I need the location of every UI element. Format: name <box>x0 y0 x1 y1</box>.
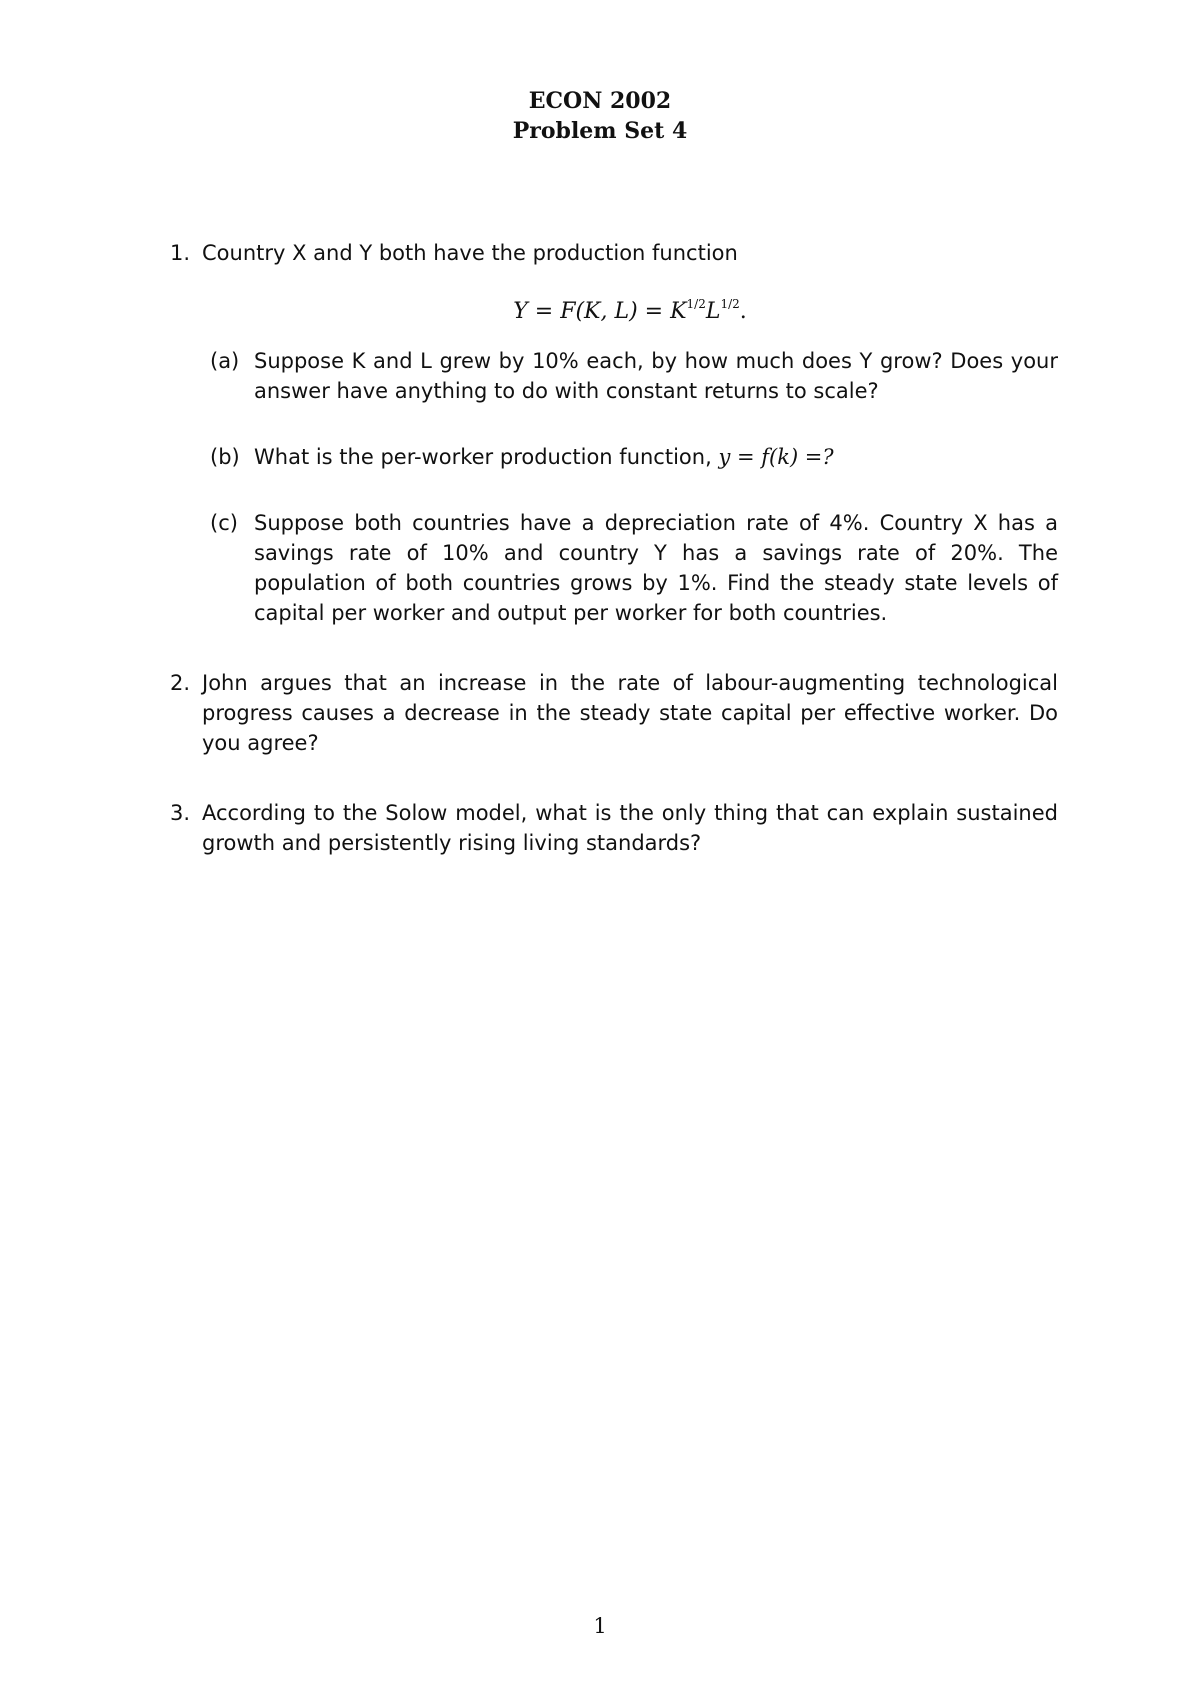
subpart-text: Suppose both countries have a depreciation rate of 4%. Country X has a savings rate of 10% and country Y has a savings rate of 20%. The population of both countries grows by 1%. Find the steady state levels of capital per worker and output per worker for both countries. <box>254 511 1058 625</box>
subpart-label: (a) <box>210 349 240 373</box>
subpart-a <box>202 346 1058 406</box>
problem-number: 3. <box>170 801 191 825</box>
equation-lhs: Y = F(K, L) = K <box>513 299 687 324</box>
problem-number: 2. <box>170 671 191 695</box>
problem-text: According to the Solow model, what is the only thing that can explain sustained growth and persistently rising living standards? <box>202 801 1058 855</box>
subpart-text <box>254 442 1058 472</box>
subparts <box>202 346 1058 628</box>
course-code: ECON 2002 <box>528 88 672 114</box>
subpart-b <box>202 442 1058 472</box>
document-title: Problem Set 4 <box>512 118 688 144</box>
subpart-text-prefix: What is the per-worker production function, <box>254 445 719 469</box>
equation-end: . <box>739 299 747 324</box>
problem-1 <box>170 238 1058 628</box>
problem-list <box>170 238 1058 898</box>
document-header <box>0 86 1200 146</box>
problem-3 <box>170 798 1058 858</box>
equation-exponent-k: 1/2 <box>686 297 706 311</box>
per-worker-function-math: y = f(k) =? <box>718 445 834 469</box>
problem-number: 1. <box>170 241 191 265</box>
problem-text: Country X and Y both have the production function <box>202 241 738 265</box>
equation-l: L <box>705 299 721 324</box>
problem-text: John argues that an increase in the rate of labour-augmenting technological progress causes a decrease in the steady state capital per effective worker. Do you agree? <box>202 671 1058 755</box>
production-function-equation <box>202 288 1058 328</box>
subpart-c <box>202 508 1058 628</box>
equation-exponent-l: 1/2 <box>720 297 740 311</box>
subpart-text: Suppose K and L grew by 10% each, by how much does Y grow? Does your answer have anything to do with constant returns to scale? <box>254 349 1058 403</box>
subpart-label: (b) <box>210 445 240 469</box>
subpart-label: (c) <box>210 511 238 535</box>
problem-2 <box>170 668 1058 758</box>
page-number: 1 <box>593 1614 607 1638</box>
